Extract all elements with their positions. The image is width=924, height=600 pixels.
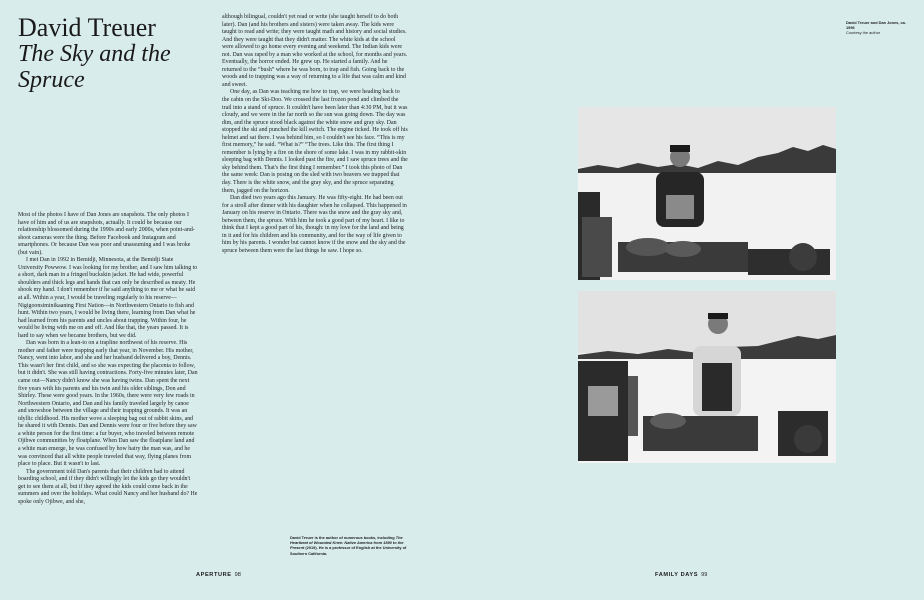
title-block <box>18 14 218 93</box>
photo-treuer-on-sled <box>578 107 836 280</box>
essay-title: The Sky and the Spruce <box>18 41 171 93</box>
paragraph: One day, as Dan was teaching me how to trap, we were heading back to the cabin on the Ski-Doo. We crossed the last frozen pond and climbed the trail into a stand of spruce. It couldn't have been later than 4:30 PM, but it was cloudy, and we were in the far north so the sun was going down. The day was dim, and the spruce stood black against the white snow and gray sky. Dan stopped the ski and punched the kill switch. The engine ticked. He took off his helmet and sat there. I was behind him, so I couldn't see his face. “This is my first memory,” he said. “What is?” “The trees. Like this. The first thing I remember is lying by a fire on the shore of some lake. I was in my rabbit-skin sleeping bag with Dennis. I looked past the fire, and I saw spruce trees and the sky behind them. That's the first thing I remember.” I took this photo of Dan the same week: Dan is posing on the sled with two beavers we trapped that day. There is the white snow, and the gray sky, and the spruce separating them, jagged on the horizon. <box>222 89 408 194</box>
photo-illustration <box>578 291 836 463</box>
author-bio <box>290 535 408 556</box>
paragraph: Dan was born in a lean-to on a trapline northwest of his reserve. His mother and father were trapping early that year, in November. His mother, Nancy, went into labor, and she and her husband delivered a boy, Dennis. This wasn't her first child, and so she was expecting the placenta to follow, but it didn't. She was still having contractions. Forty-five minutes later, Dan came out—Nancy didn't know she was having twins. Dan spent the next five years with his parents and his twin and his older siblings, Don and Shirley. These were good years. In the 1960s, there were very few roads in Northwestern Ontario, and Dan and his family traveled largely by canoe and snowshoe between the village and their trapping grounds. It was an idyllic childhood. His mother wove a sleeping bag out of rabbit skins, and he shared it with Dennis. Dan and Dennis were four or five before they saw a white person for the first time: a fur buyer, who traveled between remote Ojibwe communities by floatplane. When Dan saw the floatplane land and a white man emerge, he was confused by how hairy the man was, and he was convinced that all white people traveled that way, flying planes from place to place. But it wasn't to last. <box>18 340 198 468</box>
paragraph: although bilingual, couldn't yet read or write (she taught herself to do both later). Dan (and his brothers and sisters) were taken away. The kids were taught to read and write; they were taught math and history and social studies. And they were taught that they didn't matter. The white kids at the school were allowed to go home every evening and weekend. The Indian kids were not. Dan was raped by a man who worked at the school, for months and years. Eventually, the horror ended. He grew up. He started a family. And he returned to the “bush” where he was born, to trap and fish. Going back to the woods and to trapping was a way of returning to a life that was calm and kind and sweet. <box>222 14 408 88</box>
paragraph: I met Dan in 1992 in Bemidji, Minnesota, at the Bemidji State University Powwow. I was looking for my brother, and I saw him talking to a short, dark man in a fringed buckskin jacket. He had wide, powerful shoulders and thick legs and hands that can only be described as meaty. He shook my hand. I don't remember if he said anything to me or what he said at all. Within a year, I would be traveling regularly to his reserve—Nigigoonsiminikaaning First Nation—in Northwestern Ontario to fish and hunt. Within two years, I would be living there, learning from Dan what he had learned from his parents and uncles about trapping. Within four, he would be living with me on and off. And like that, the years passed. It is hard to say when we became brothers, but we did. <box>18 257 198 339</box>
paragraph: The government told Dan's parents that their children had to attend boarding school, and if they didn't willingly let the kids go they wouldn't get to see them at all, but if they agreed the kids could come back in the summers and over the holidays. What could Nancy and her husband do? He spoke only Ojibwe, and she, <box>18 468 198 505</box>
folio-label: FAMILY DAYS <box>655 572 699 578</box>
page-number: 98 <box>234 572 241 578</box>
text-column-left <box>18 212 198 506</box>
bio-book-title: The Heartbeat of Wounded Knee: Native America from 1890 to the Present <box>290 535 404 551</box>
paragraph: Most of the photos I have of Dan Jones are snapshots. The only photos I have of him and of us are snapshots, actually. It could be because our relationship blossomed during the 1990s and early 2000s, when point-and-shoot cameras were the thing. Before Facebook and Instagram and smartphones. Or because Dan was poor and unassuming and I was broke (but vain). <box>18 212 195 256</box>
paragraph: Dan died two years ago this January. He was fifty-eight. He had been out for a stroll after dinner with his daughter when he collapsed. This happened in January on his reserve in Ontario. There was the snow and the gray sky and, between them, the spruce. With him he took a good part of my heart. I like to think that I kept a good part of his, though: in my love for the land and being in it and for his children and his community, and for the way of life given to him by his parents. I wonder but cannot know if the snow and the sky and the spruce between them were the last things he saw. I hope so. <box>222 195 407 254</box>
photo-caption <box>846 20 910 35</box>
photo-jones-on-sled <box>578 291 836 463</box>
caption-title: David Treuer and Dan Jones, ca. 1996 <box>846 20 906 30</box>
caption-credit: Courtesy the author <box>846 30 881 35</box>
folio-label: APERTURE <box>196 572 232 578</box>
bio-prefix: David Treuer is the author of numerous books, including <box>290 535 396 540</box>
author-name: David Treuer <box>18 13 156 42</box>
bio-suffix: (2019). He is a professor of English at the University of Southern California. <box>290 545 407 556</box>
photo-illustration <box>578 107 836 280</box>
page-number: 99 <box>701 572 708 578</box>
folio-left <box>196 572 241 578</box>
folio-right <box>655 572 707 578</box>
text-column-right <box>222 14 408 256</box>
